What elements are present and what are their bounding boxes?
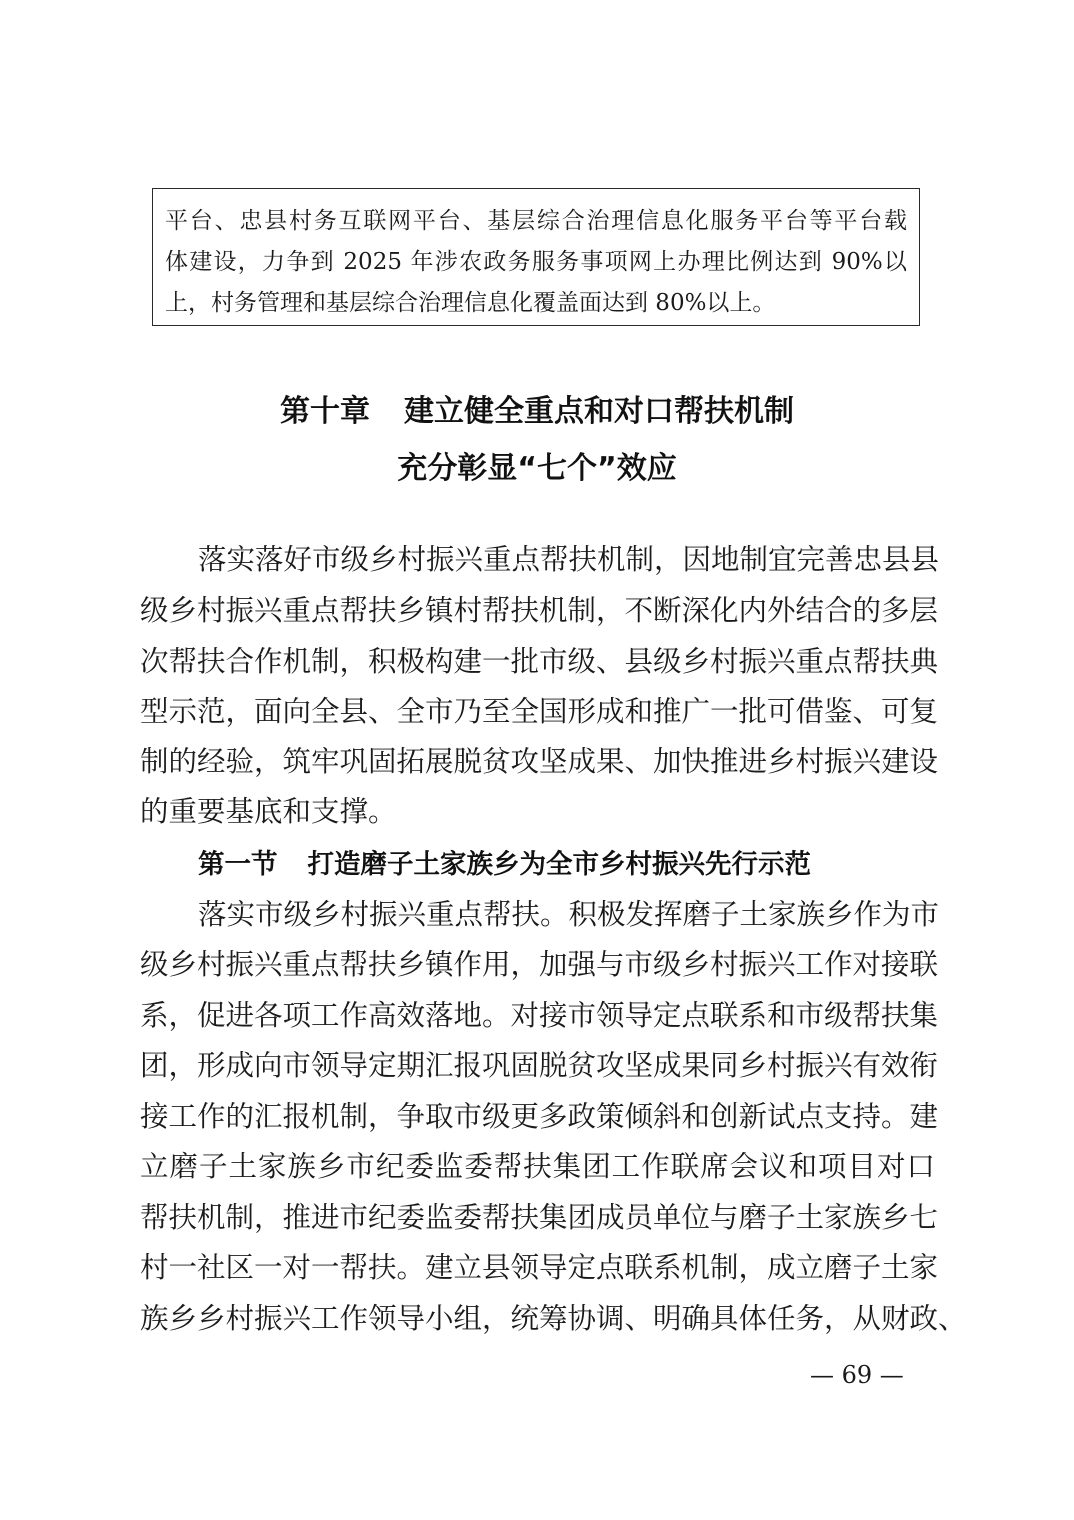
boxed-text-panel [152, 188, 920, 326]
chapter-number: 第十章 [280, 394, 370, 429]
paragraph-line: 型示范，面向全县、全市乃至全国形成和推广一批可借鉴、可复 [140, 695, 939, 728]
paragraph-line: 帮扶机制，推进市纪委监委帮扶集团成员单位与磨子土家族乡七 [140, 1201, 939, 1234]
chapter-title-line1: 建立健全重点和对口帮扶机制 [404, 394, 794, 429]
paragraph-line: 族乡乡村振兴工作领导小组，统筹协调、明确具体任务，从财政、 [140, 1302, 967, 1335]
paragraph-line: 团，形成向市领导定期汇报巩固脱贫攻坚成果同乡村振兴有效衔 [140, 1049, 939, 1082]
section-title: 打造磨子土家族乡为全市乡村振兴先行示范 [307, 849, 811, 880]
paragraph-line: 制的经验，筑牢巩固拓展脱贫攻坚成果、加快推进乡村振兴建设 [140, 745, 939, 778]
paragraph-line: 次帮扶合作机制，积极构建一批市级、县级乡村振兴重点帮扶典 [140, 645, 939, 678]
boxed-text-line: 体建设，力争到 2025 年涉农政务服务事项网上办理比例达到 90%以 [165, 249, 907, 275]
paragraph-line: 的重要基底和支撑。 [140, 795, 397, 828]
page-number: — 69 — [810, 1361, 904, 1389]
paragraph-line: 级乡村振兴重点帮扶乡镇作用，加强与市级乡村振兴工作对接联 [140, 948, 939, 981]
section-number: 第一节 [198, 849, 278, 880]
paragraph-line: 落实市级乡村振兴重点帮扶。积极发挥磨子土家族乡作为市 [198, 898, 940, 931]
section-heading [198, 845, 811, 885]
paragraph-line: 系，促进各项工作高效落地。对接市领导定点联系和市级帮扶集 [140, 999, 939, 1032]
boxed-text-line: 平台、忠县村务互联网平台、基层综合治理信息化服务平台等平台载 [165, 208, 907, 234]
paragraph-line: 立磨子土家族乡市纪委监委帮扶集团工作联席会议和项目对口 [140, 1150, 935, 1183]
chapter-title-line2: 充分彰显“七个”效应 [397, 451, 677, 486]
paragraph-line: 村一社区一对一帮扶。建立县领导定点联系机制，成立磨子土家 [140, 1251, 939, 1284]
paragraph-line: 落实落好市级乡村振兴重点帮扶机制，因地制宜完善忠县县 [198, 543, 940, 576]
boxed-text-line: 上，村务管理和基层综合治理信息化覆盖面达到 80%以上。 [165, 290, 776, 316]
paragraph-line: 级乡村振兴重点帮扶乡镇村帮扶机制，不断深化内外结合的多层 [140, 594, 939, 627]
chapter-heading [0, 386, 1074, 430]
paragraph-line: 接工作的汇报机制，争取市级更多政策倾斜和创新试点支持。建 [140, 1100, 939, 1133]
